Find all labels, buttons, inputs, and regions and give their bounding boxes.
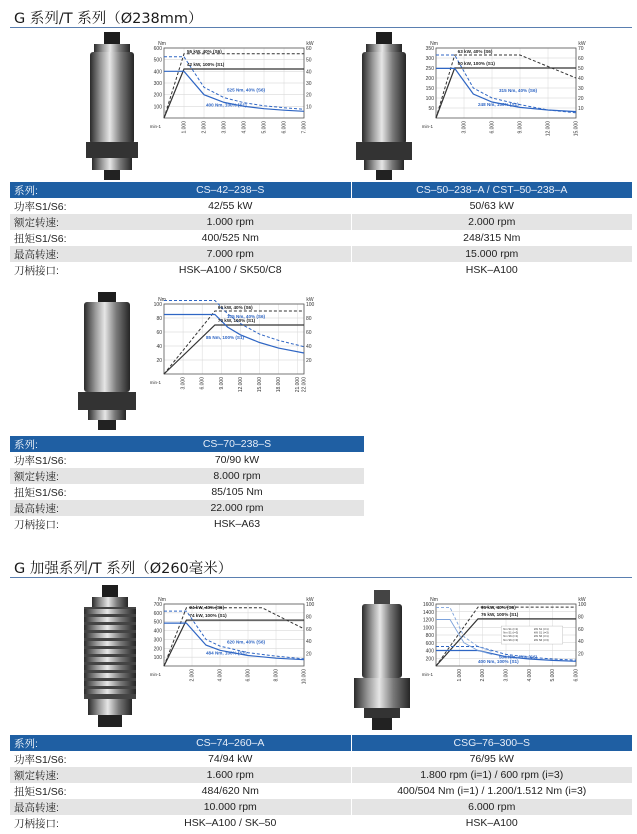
x-tick-label: 6.000 — [199, 377, 206, 390]
spindle-motor-image — [76, 292, 138, 430]
table-row — [10, 262, 632, 278]
y-tick-label: 80 — [156, 316, 162, 322]
y-tick-label: 350 — [425, 46, 434, 52]
row-label: 功率S1/S6: — [14, 454, 67, 467]
model-name: CS–70–238–S — [110, 436, 364, 452]
x-axis-unit: min-1 — [149, 672, 161, 677]
x-tick-label: 18.000 — [276, 377, 283, 393]
model-name: CS–50–238–A / CST–50–238–A — [351, 182, 632, 198]
row-label: 最高转速: — [10, 799, 110, 815]
series-annotation: 90 kW, 40% (S6) — [217, 305, 253, 310]
y-tick-label: 300 — [425, 56, 434, 62]
y-axis-unit: Nm — [430, 597, 438, 603]
series-annotation: 70 kW, 100% (S1) — [217, 318, 256, 323]
cell-value: 42/55 kW — [208, 200, 253, 212]
series-annotation: 55 kW, 40% (S6) — [187, 49, 222, 54]
cell-value: HSK–A100 / SK–50 — [184, 817, 277, 829]
y2-tick-label: 20 — [306, 358, 312, 364]
y-tick-label: 800 — [425, 633, 434, 639]
cell-value: 74/94 kW — [208, 753, 253, 765]
y2-tick-label: 20 — [578, 96, 584, 102]
table-row — [10, 516, 364, 532]
power-torque-chart — [418, 594, 590, 694]
series-annotation: 95 kW, 40% (S6) — [481, 605, 516, 610]
power-torque-chart — [146, 594, 318, 694]
y-axis-unit: Nm — [158, 41, 166, 47]
y-tick-label: 250 — [425, 66, 434, 72]
x-tick-label: 10.000 — [301, 669, 308, 685]
spec-table — [10, 436, 364, 532]
table-row — [10, 198, 632, 214]
y2-tick-label: 10 — [578, 106, 584, 112]
row-label: 系列: — [10, 436, 110, 452]
spec-table — [10, 182, 632, 278]
y-tick-label: 600 — [153, 610, 162, 617]
y-tick-label: 1600 — [422, 602, 434, 608]
row-label: 额定转速: — [10, 767, 110, 783]
table-header-row — [10, 182, 632, 198]
y2-axis-unit: kW — [578, 597, 586, 603]
x-tick-label: 2.000 — [189, 669, 196, 682]
y2-tick-label: 60 — [306, 626, 312, 633]
y2-tick-label: 50 — [578, 66, 584, 72]
legend-entry: kW S6 (i=1) — [534, 634, 549, 639]
y-tick-label: 1000 — [422, 625, 434, 632]
x-tick-label: 3.000 — [221, 121, 228, 134]
legend-entry: kW S6 (i=3) — [534, 637, 549, 642]
y-tick-label: 100 — [153, 104, 162, 111]
series-annotation: 42 kW, 100% (S1) — [187, 62, 225, 67]
series-annotation: 105 Nm, 40% (S6) — [227, 313, 266, 319]
series-annotation: 94 kW, 40% (S6) — [189, 605, 225, 610]
x-tick-label: 4.000 — [241, 121, 248, 134]
y-tick-label: 400 — [153, 628, 162, 635]
y2-tick-label: 60 — [578, 626, 584, 633]
series-annotation: 76 kW, 100% (S1) — [481, 611, 519, 617]
y2-tick-label: 20 — [306, 651, 312, 658]
series-annotation: 63 kW, 40% (S6) — [457, 49, 493, 54]
table-row — [10, 246, 632, 262]
x-axis-unit: min-1 — [421, 124, 433, 129]
series-annotation: 400 Nm, 100% (S1) — [478, 659, 519, 665]
cell-value: 85/105 Nm — [211, 486, 263, 498]
row-label: 扭矩S1/S6: — [14, 486, 67, 499]
x-tick-label: 12.000 — [237, 377, 244, 393]
legend-entry: kW S1 (i=3) — [534, 630, 549, 635]
y-tick-label: 200 — [153, 92, 162, 99]
x-tick-label: 1.000 — [456, 669, 463, 682]
table-row — [10, 500, 364, 516]
row-label: 刀柄接口: — [14, 518, 59, 531]
table-header-row — [10, 436, 364, 452]
legend-entry: Nm S1 (i=1) — [503, 627, 519, 632]
y2-tick-label: 80 — [578, 614, 584, 621]
table-row — [10, 214, 632, 230]
row-label: 额定转速: — [10, 468, 110, 484]
section-rule — [10, 27, 632, 28]
series-line — [164, 54, 304, 118]
table-row — [10, 452, 364, 468]
y2-tick-label: 80 — [306, 614, 312, 621]
cell-value: 15.000 rpm — [351, 246, 632, 262]
cell-value: 8.000 rpm — [110, 468, 364, 484]
cell-value: HSK–A100 — [351, 262, 632, 278]
x-tick-label: 4.000 — [526, 669, 533, 682]
table-row — [10, 767, 632, 783]
series-annotation: 74 kW, 100% (S1) — [189, 613, 227, 619]
y2-tick-label: 60 — [306, 46, 312, 52]
y2-tick-label: 10 — [306, 104, 312, 111]
model-name: CSG–76–300–S — [351, 735, 632, 751]
x-tick-label: 22.000 — [301, 377, 308, 393]
y2-axis-unit: kW — [306, 41, 314, 47]
y2-tick-label: 30 — [578, 86, 584, 92]
cell-value: 400/504 Nm (i=1) / 1.200/1.512 Nm (i=3) — [351, 783, 632, 799]
y-axis-unit: Nm — [158, 297, 166, 303]
y-tick-label: 100 — [153, 655, 162, 662]
y-tick-label: 300 — [153, 637, 162, 644]
table-row — [10, 484, 364, 500]
section-title: G 系列/T 系列（Ø238mm） — [14, 11, 203, 27]
y2-tick-label: 20 — [578, 651, 584, 658]
series-annotation: 50 kW, 100% (S1) — [457, 61, 495, 66]
y-tick-label: 400 — [153, 69, 162, 76]
y2-tick-label: 40 — [306, 69, 312, 76]
x-tick-label: 6.000 — [573, 669, 580, 682]
series-annotation: 315 Nm, 40% (S6) — [499, 88, 538, 93]
y-tick-label: 1400 — [422, 609, 434, 616]
power-torque-chart — [146, 38, 318, 146]
cell-value: 22.000 rpm — [110, 500, 364, 516]
row-label: 最高转速: — [10, 246, 110, 262]
section-title: G 加强系列/T 系列（Ø260毫米） — [14, 561, 233, 577]
cell-value: 50/63 kW — [351, 198, 632, 214]
y2-tick-label: 40 — [578, 76, 584, 82]
y-tick-label: 100 — [153, 302, 162, 308]
x-tick-label: 2.000 — [201, 121, 208, 134]
y2-axis-unit: kW — [578, 41, 586, 47]
row-label: 刀柄接口: — [14, 817, 59, 830]
legend-entry: Nm S6 (i=1) — [503, 634, 519, 639]
cell-value: 2.000 rpm — [351, 214, 632, 230]
y-tick-label: 200 — [425, 656, 434, 663]
x-axis-unit: min-1 — [421, 672, 433, 677]
y2-tick-label: 100 — [306, 602, 315, 608]
row-label: 额定转速: — [10, 214, 110, 230]
cell-value: 6.000 rpm — [351, 799, 632, 815]
row-label: 刀柄接口: — [14, 264, 59, 277]
y-tick-label: 500 — [153, 57, 162, 64]
x-tick-label: 9.000 — [517, 121, 524, 134]
legend-entry: kW S1 (i=1) — [534, 627, 549, 632]
table-row — [10, 783, 632, 799]
row-label: 扭矩S1/S6: — [14, 232, 67, 245]
spindle-motor-image — [352, 32, 416, 180]
cell-value: HSK–A100 — [351, 815, 632, 831]
x-tick-label: 2.000 — [480, 669, 487, 682]
x-tick-label: 15.000 — [256, 377, 263, 393]
legend-entry: Nm S1 (i=3) — [503, 630, 519, 635]
spindle-motor-image — [82, 32, 142, 180]
power-torque-chart — [146, 294, 318, 402]
row-label: 扭矩S1/S6: — [14, 785, 67, 798]
table-header-row — [10, 735, 632, 751]
series-annotation: 504 Nm, 40% (S6) — [499, 654, 538, 660]
series-annotation: 400 Nm, 100% (S1) — [206, 102, 247, 108]
row-label: 最高转速: — [10, 500, 110, 516]
cell-value: 76/95 kW — [351, 751, 632, 767]
series-annotation: 620 Nm, 40% (S6) — [227, 639, 266, 645]
section-rule — [10, 577, 632, 578]
cell-value: HSK–A63 — [213, 518, 261, 530]
series-annotation: 525 Nm, 40% (S6) — [227, 87, 266, 93]
spec-table — [10, 735, 632, 831]
y-tick-label: 300 — [153, 81, 162, 87]
y2-tick-label: 30 — [306, 81, 312, 87]
x-tick-label: 6.000 — [245, 669, 252, 682]
cell-value: HSK–A100 / SK50/C8 — [178, 264, 282, 276]
x-tick-label: 3.000 — [461, 121, 468, 134]
y2-tick-label: 40 — [578, 639, 584, 646]
x-tick-label: 15.000 — [573, 121, 580, 137]
y2-tick-label: 100 — [578, 602, 587, 608]
y-tick-label: 600 — [153, 46, 162, 52]
model-name: CS–42–238–S — [110, 182, 351, 198]
x-tick-label: 7.000 — [301, 121, 308, 134]
x-axis-unit: min-1 — [149, 380, 161, 385]
y-tick-label: 700 — [153, 602, 162, 608]
y2-tick-label: 50 — [306, 57, 312, 64]
table-row — [10, 815, 632, 831]
x-axis-unit: min-1 — [149, 124, 161, 129]
table-row — [10, 230, 632, 246]
x-tick-label: 6.000 — [281, 121, 288, 134]
row-label: 系列: — [10, 735, 110, 751]
x-tick-label: 5.000 — [261, 121, 268, 134]
cell-value: 400/525 Nm — [201, 232, 259, 244]
cell-value: 484/620 Nm — [201, 785, 259, 797]
x-tick-label: 12.000 — [545, 121, 552, 137]
row-label: 功率S1/S6: — [14, 200, 67, 213]
series-annotation: 484 Nm, 100% (S1) — [206, 650, 247, 656]
series-annotation: 85 Nm, 100% (S1) — [206, 334, 245, 340]
y-tick-label: 50 — [428, 106, 434, 112]
cell-value: 1.000 rpm — [110, 214, 351, 230]
table-row — [10, 751, 632, 767]
y-axis-unit: Nm — [158, 597, 166, 603]
model-name: CS–74–260–A — [110, 735, 351, 751]
cell-value: 7.000 rpm — [110, 246, 351, 262]
y2-axis-unit: kW — [306, 297, 314, 303]
y-tick-label: 600 — [425, 640, 434, 647]
y-tick-label: 200 — [425, 76, 434, 82]
y-tick-label: 500 — [153, 619, 162, 626]
series-annotation: 248 Nm, 100% (S1) — [478, 102, 519, 107]
y-tick-label: 60 — [156, 330, 162, 336]
cell-value: 1.600 rpm — [110, 767, 351, 783]
y-tick-label: 40 — [156, 344, 162, 350]
table-row — [10, 468, 364, 484]
table-row — [10, 799, 632, 815]
cell-value: 70/90 kW — [214, 454, 260, 466]
power-torque-chart — [418, 38, 590, 146]
y2-tick-label: 40 — [306, 344, 312, 350]
cell-value: 248/315 Nm — [351, 230, 632, 246]
y-tick-label: 1200 — [422, 617, 434, 624]
x-tick-label: 6.000 — [489, 121, 496, 134]
x-tick-label: 4.000 — [217, 669, 224, 682]
x-tick-label: 3.000 — [503, 669, 510, 682]
y-tick-label: 20 — [156, 358, 162, 364]
x-tick-label: 8.000 — [273, 669, 280, 682]
x-tick-label: 5.000 — [550, 669, 557, 682]
y2-tick-label: 60 — [306, 330, 312, 336]
y-tick-label: 200 — [153, 646, 162, 653]
y2-tick-label: 80 — [306, 316, 312, 322]
y-tick-label: 100 — [425, 96, 434, 102]
x-tick-label: 9.000 — [218, 377, 225, 390]
y2-tick-label: 100 — [306, 302, 315, 308]
y-tick-label: 150 — [425, 86, 434, 92]
y2-tick-label: 20 — [306, 92, 312, 99]
y-axis-unit: Nm — [430, 41, 438, 47]
x-tick-label: 3.000 — [180, 377, 187, 390]
spindle-motor-image — [78, 585, 142, 727]
y2-tick-label: 60 — [578, 56, 584, 62]
y2-tick-label: 70 — [578, 46, 584, 52]
row-label: 功率S1/S6: — [14, 753, 67, 766]
row-label: 系列: — [10, 182, 110, 198]
y-tick-label: 400 — [425, 648, 434, 655]
cell-value: 1.800 rpm (i=1) / 600 rpm (i=3) — [351, 767, 632, 783]
y2-axis-unit: kW — [306, 597, 314, 603]
x-tick-label: 1.000 — [181, 121, 188, 134]
x-tick-label: 21.000 — [295, 377, 302, 393]
y2-tick-label: 40 — [306, 639, 312, 646]
cell-value: 10.000 rpm — [110, 799, 351, 815]
spindle-motor-image — [350, 590, 414, 730]
legend-entry: Nm S6 (i=3) — [503, 637, 519, 642]
